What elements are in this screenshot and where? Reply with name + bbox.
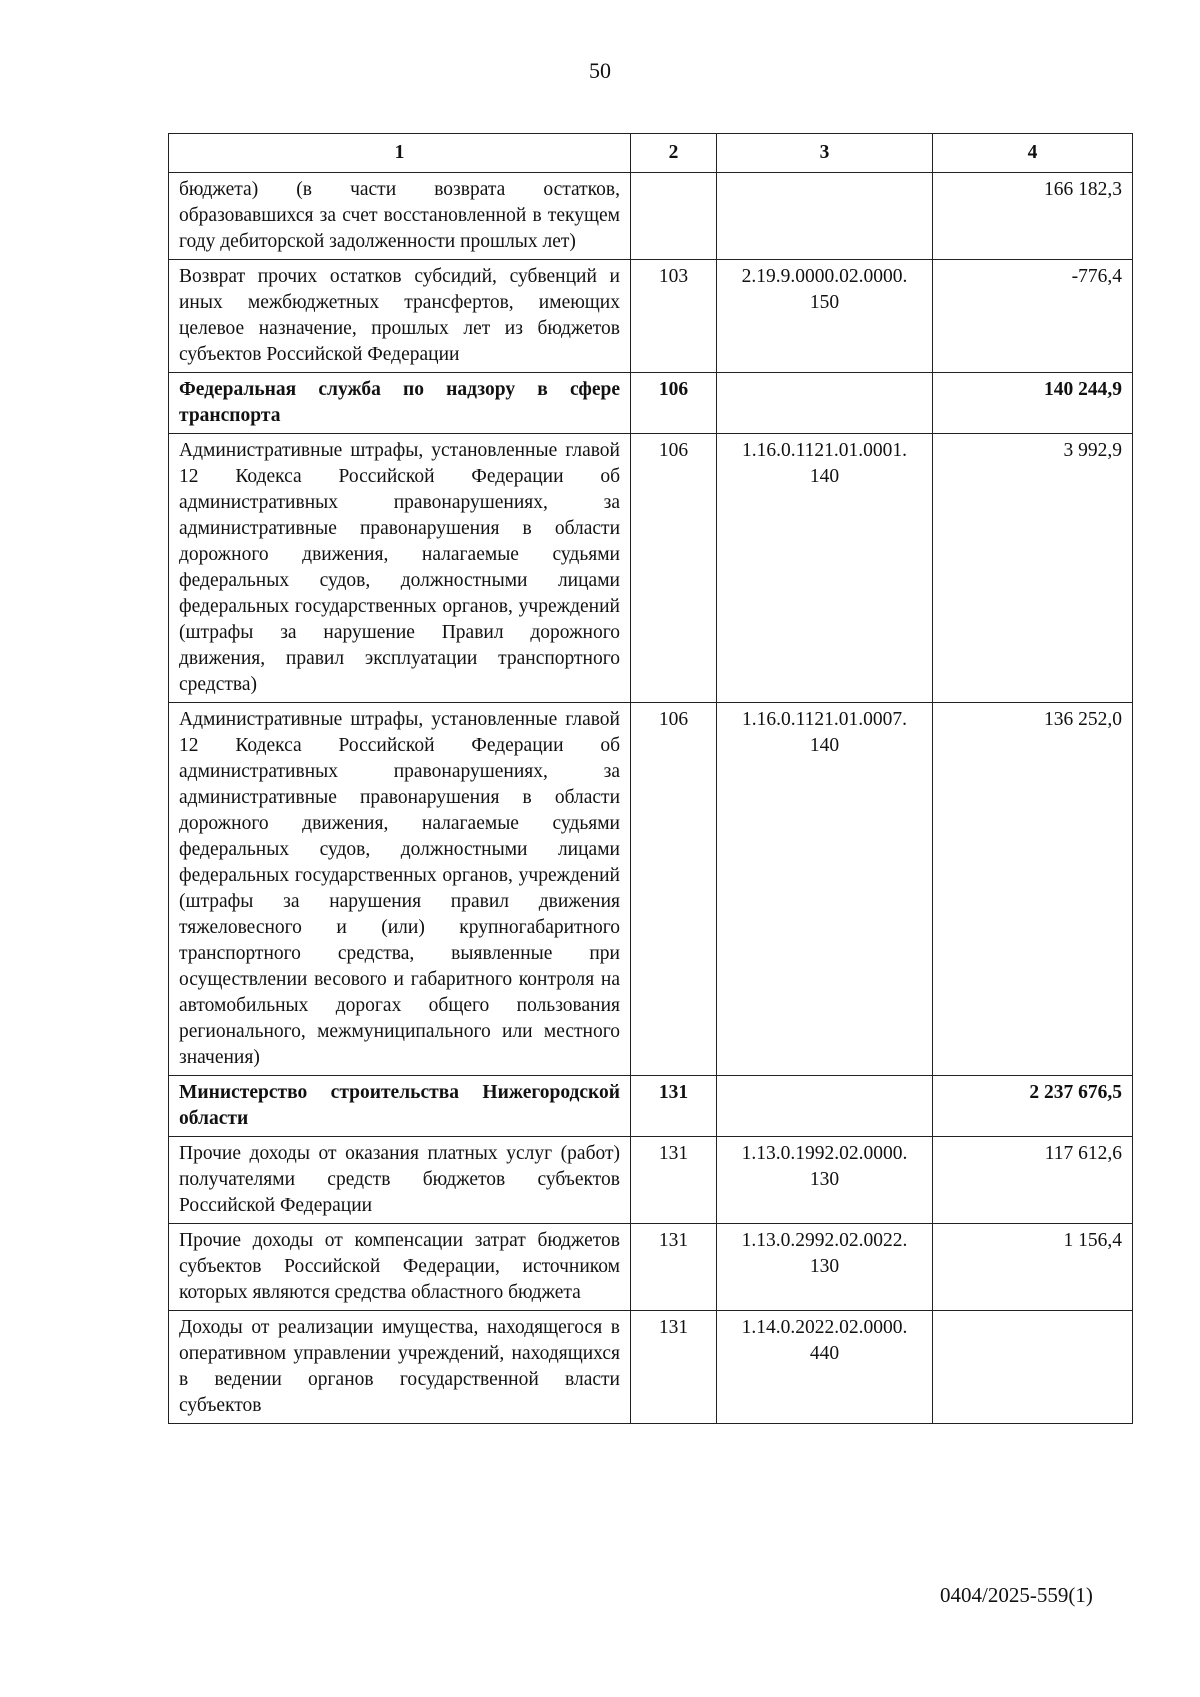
row-description: Прочие доходы от компенсации затрат бюджетов субъектов Российской Федерации, источником которых являются средства областного бюджета bbox=[169, 1224, 631, 1311]
row-amount: 166 182,3 bbox=[933, 173, 1133, 260]
table-row-section-header bbox=[169, 1076, 1133, 1137]
row-amount: 1 156,4 bbox=[933, 1224, 1133, 1311]
table-row-section-header bbox=[169, 373, 1133, 434]
row-admin-code: 106 bbox=[631, 703, 717, 1076]
column-header-4: 4 bbox=[933, 134, 1133, 173]
row-admin-code bbox=[631, 173, 717, 260]
row-description: Федеральная служба по надзору в сфере транспорта bbox=[169, 373, 631, 434]
table-row bbox=[169, 1224, 1133, 1311]
column-header-3: 3 bbox=[717, 134, 933, 173]
row-amount: -776,4 bbox=[933, 260, 1133, 373]
document-id: 0404/2025-559(1) bbox=[940, 1583, 1093, 1607]
revenue-table bbox=[168, 133, 1133, 1424]
table-row bbox=[169, 1137, 1133, 1224]
row-description: Административные штрафы, установленные главой 12 Кодекса Российской Федерации об административных правонарушениях, за административные правонарушения в области дорожного движения, налагаемые судьями федеральных судов, должностными лицами федеральных государственных органов, учреждений (штрафы за нарушение Правил дорожного движения, правил эксплуатации транспортного средства) bbox=[169, 434, 631, 703]
table-row bbox=[169, 1311, 1133, 1424]
row-amount: 2 237 676,5 bbox=[933, 1076, 1133, 1137]
row-kbk bbox=[717, 1076, 933, 1137]
table-row bbox=[169, 434, 1133, 703]
row-admin-code: 106 bbox=[631, 373, 717, 434]
row-description: Административные штрафы, установленные главой 12 Кодекса Российской Федерации об административных правонарушениях, за административные правонарушения в области дорожного движения, налагаемые судьями федеральных судов, должностными лицами федеральных государственных органов, учреждений (штрафы за нарушения правил движения тяжеловесного и (или) крупногабаритного транспортного средства, выявленные при осуществлении весового и габаритного контроля на автомобильных дорогах общего пользования регионального, межмуниципального или местного значения) bbox=[169, 703, 631, 1076]
row-admin-code: 131 bbox=[631, 1311, 717, 1424]
row-description: Прочие доходы от оказания платных услуг (работ) получателями средств бюджетов субъектов Российской Федерации bbox=[169, 1137, 631, 1224]
table-header-row bbox=[169, 134, 1133, 173]
row-kbk: 1.16.0.1121.01.0007. 140 bbox=[717, 703, 933, 1076]
row-kbk bbox=[717, 173, 933, 260]
row-amount bbox=[933, 1311, 1133, 1424]
row-admin-code: 131 bbox=[631, 1076, 717, 1137]
row-amount: 117 612,6 bbox=[933, 1137, 1133, 1224]
row-kbk: 1.16.0.1121.01.0001. 140 bbox=[717, 434, 933, 703]
row-amount: 140 244,9 bbox=[933, 373, 1133, 434]
row-kbk: 1.14.0.2022.02.0000. 440 bbox=[717, 1311, 933, 1424]
row-kbk bbox=[717, 373, 933, 434]
column-header-1: 1 bbox=[169, 134, 631, 173]
row-admin-code: 106 bbox=[631, 434, 717, 703]
row-description: бюджета) (в части возврата остатков, образовавшихся за счет восстановленной в текущем году дебиторской задолженности прошлых лет) bbox=[169, 173, 631, 260]
row-kbk: 2.19.9.0000.02.0000. 150 bbox=[717, 260, 933, 373]
row-description: Возврат прочих остатков субсидий, субвенций и иных межбюджетных трансфертов, имеющих целевое назначение, прошлых лет из бюджетов субъектов Российской Федерации bbox=[169, 260, 631, 373]
row-admin-code: 131 bbox=[631, 1224, 717, 1311]
row-amount: 136 252,0 bbox=[933, 703, 1133, 1076]
row-kbk: 1.13.0.1992.02.0000. 130 bbox=[717, 1137, 933, 1224]
row-kbk: 1.13.0.2992.02.0022. 130 bbox=[717, 1224, 933, 1311]
table-row bbox=[169, 260, 1133, 373]
table-row bbox=[169, 703, 1133, 1076]
row-admin-code: 131 bbox=[631, 1137, 717, 1224]
row-admin-code: 103 bbox=[631, 260, 717, 373]
row-description: Министерство строительства Нижегородской области bbox=[169, 1076, 631, 1137]
table-row bbox=[169, 173, 1133, 260]
column-header-2: 2 bbox=[631, 134, 717, 173]
row-description: Доходы от реализации имущества, находящегося в оперативном управлении учреждений, находящихся в ведении органов государственной власти субъектов bbox=[169, 1311, 631, 1424]
row-amount: 3 992,9 bbox=[933, 434, 1133, 703]
page-number: 50 bbox=[589, 58, 611, 83]
